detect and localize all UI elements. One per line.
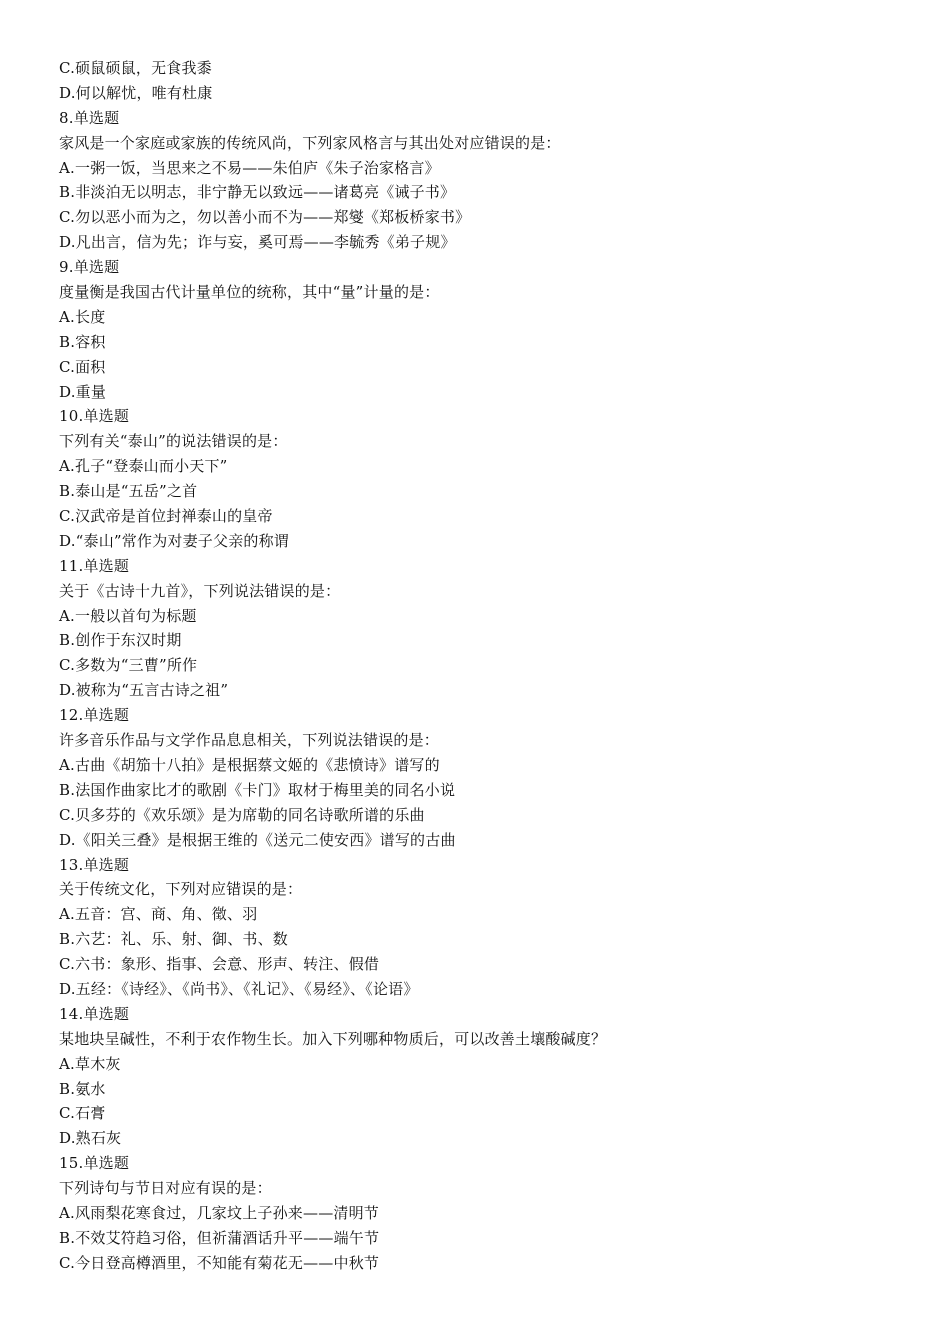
option-b: B.泰山是“五岳”之首 (59, 482, 198, 501)
option-a: A.一般以首句为标题 (59, 606, 197, 625)
question-header: 12.单选题 (59, 706, 130, 725)
question-stem: 关于《古诗十九首》，下列说法错误的是： (59, 581, 341, 600)
option-d: D.熟石灰 (59, 1129, 122, 1148)
question-header: 8.单选题 (59, 108, 120, 127)
option-d: D.何以解忧，唯有杜康 (59, 83, 213, 102)
option-c: C.面积 (59, 357, 106, 376)
option-c: C.石膏 (59, 1104, 106, 1123)
option-a: A.草木灰 (59, 1054, 121, 1073)
option-a: A.一粥一饭，当思来之不易——朱伯庐《朱子治家格言》 (59, 158, 440, 177)
option-d: D.“泰山”常作为对妻子父亲的称谓 (59, 531, 289, 550)
question-header: 14.单选题 (59, 1004, 130, 1023)
option-b: B.氨水 (59, 1079, 106, 1098)
option-a: A.孔子“登泰山而小天下” (59, 457, 228, 476)
option-c: C.今日登高樽酒里，不知能有菊花无——中秋节 (59, 1253, 380, 1272)
question-stem: 下列诗句与节日对应有误的是： (59, 1179, 272, 1198)
question-header: 9.单选题 (59, 258, 120, 277)
option-d: D.被称为“五言古诗之祖” (59, 681, 229, 700)
option-c: C.贝多芬的《欢乐颂》是为席勒的同名诗歌所谱的乐曲 (59, 805, 425, 824)
question-header: 13.单选题 (59, 855, 130, 874)
question-stem: 家风是一个家庭或家族的传统风尚，下列家风格言与其出处对应错误的是： (59, 133, 561, 152)
question-stem: 关于传统文化，下列对应错误的是： (59, 880, 303, 899)
question-stem: 许多音乐作品与文学作品息息相关，下列说法错误的是： (59, 731, 440, 750)
option-d: D.凡出言，信为先；诈与妄，奚可焉——李毓秀《弟子规》 (59, 233, 456, 252)
question-stem: 下列有关“泰山”的说法错误的是： (59, 432, 288, 451)
option-c: C.硕鼠硕鼠，无食我黍 (59, 59, 212, 77)
option-c: C.勿以恶小而为之，勿以善小而不为——郑燮《郑板桥家书》 (59, 208, 471, 227)
option-a: A.风雨梨花寒食过，几家坟上子孙来——清明节 (59, 1203, 380, 1222)
option-a: A.古曲《胡笳十八拍》是根据蔡文姬的《悲愤诗》谱写的 (59, 755, 440, 774)
question-header: 11.单选题 (59, 556, 130, 575)
question-header: 15.单选题 (59, 1154, 130, 1173)
option-b: B.法国作曲家比才的歌剧《卡门》取材于梅里美的同名小说 (59, 780, 456, 799)
question-stem: 某地块呈碱性，不利于农作物生长。加入下列哪种物质后，可以改善土壤酸碱度？ (59, 1029, 607, 1048)
option-b: B.不效艾符趋习俗，但祈蒲酒话升平——端午节 (59, 1228, 380, 1247)
option-c: C.汉武帝是首位封禅泰山的皇帝 (59, 507, 273, 526)
option-a: A.五音：宫、商、角、徵、羽 (59, 905, 258, 924)
option-b: B.六艺：礼、乐、射、御、书、数 (59, 930, 288, 949)
document-body (59, 56, 919, 1276)
option-b: B.容积 (59, 332, 106, 351)
option-c: C.六书：象形、指事、会意、形声、转注、假借 (59, 955, 380, 974)
question-header: 10.单选题 (59, 407, 130, 426)
question-stem: 度量衡是我国古代计量单位的统称，其中“量”计量的是： (59, 283, 440, 302)
option-c: C.多数为“三曹”所作 (59, 656, 198, 675)
option-a: A.长度 (59, 307, 106, 326)
option-d: D.重量 (59, 382, 107, 401)
option-d: D.《阳关三叠》是根据王维的《送元二使安西》谱写的古曲 (59, 830, 456, 849)
option-b: B.创作于东汉时期 (59, 631, 182, 650)
option-b: B.非淡泊无以明志，非宁静无以致远——诸葛亮《诫子书》 (59, 183, 456, 202)
option-d: D.五经：《诗经》、《尚书》、《礼记》、《易经》、《论语》 (59, 979, 419, 998)
